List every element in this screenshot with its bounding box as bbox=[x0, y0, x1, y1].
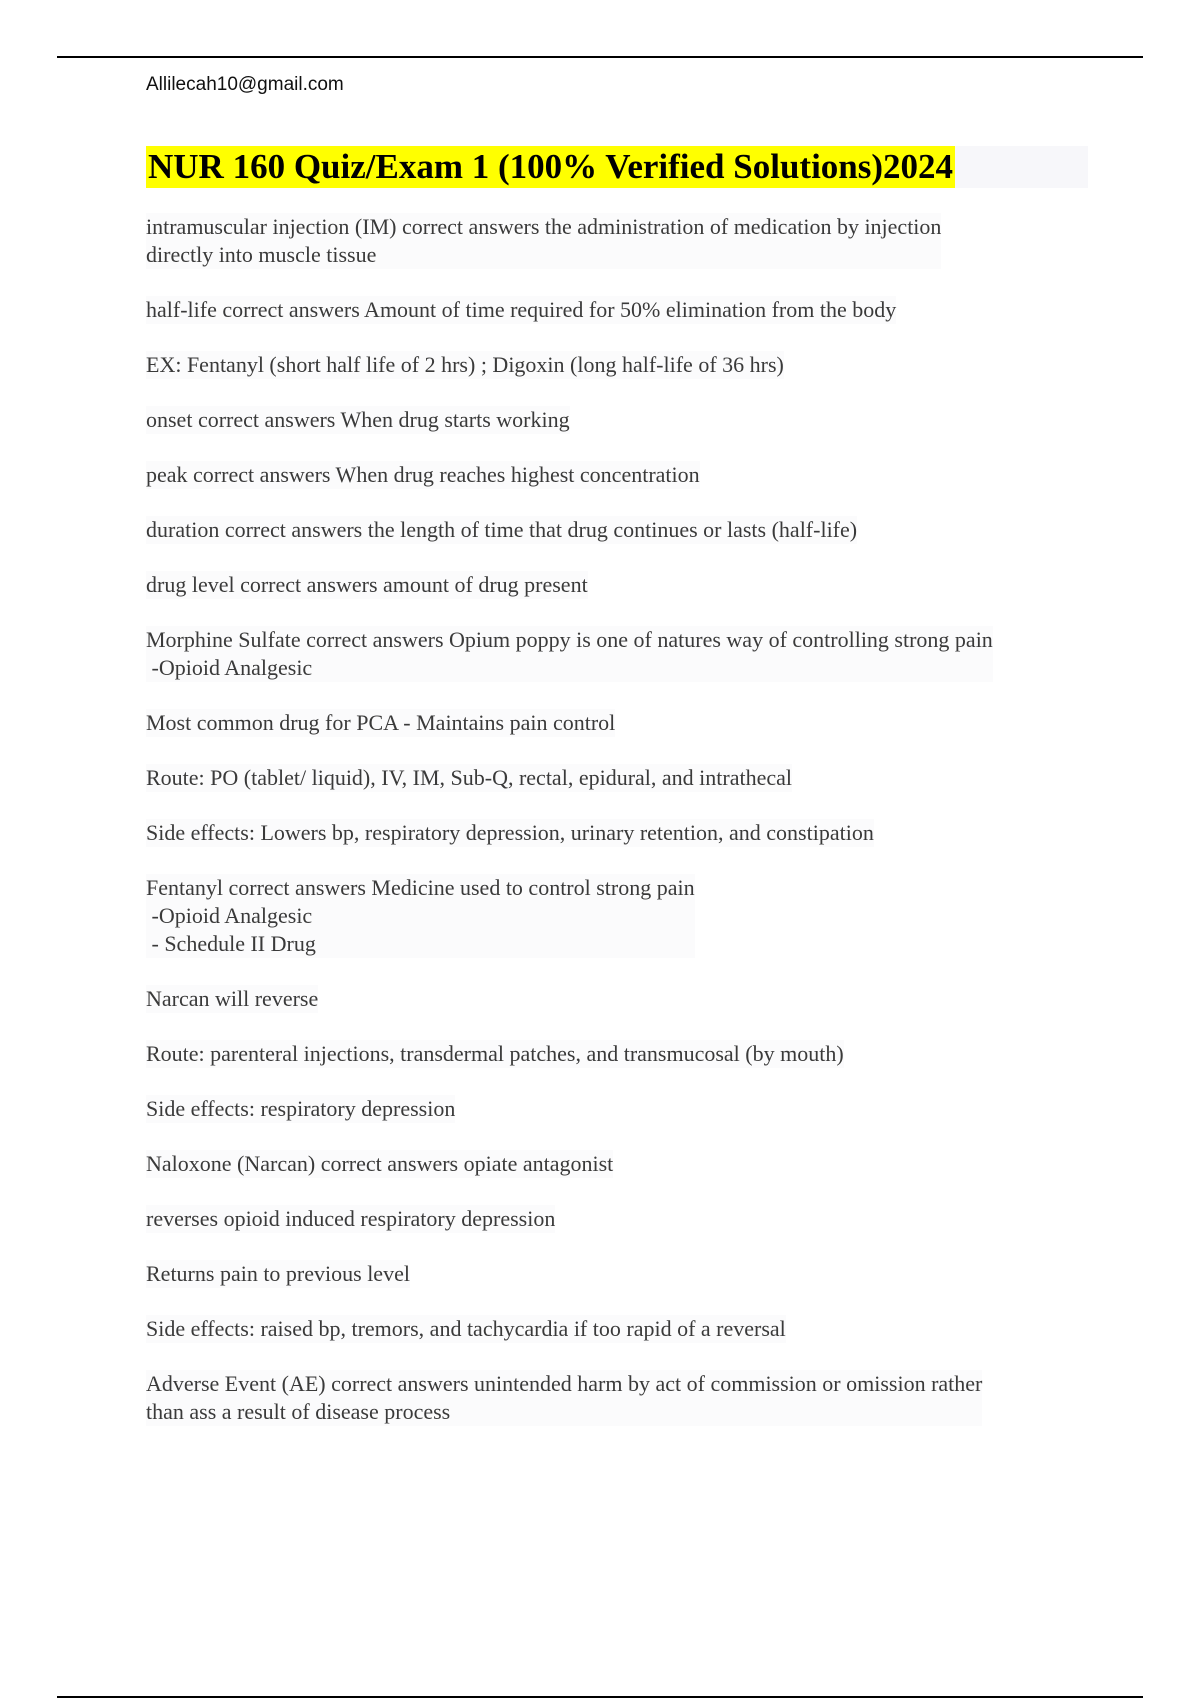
entry-naloxone-pain: Returns pain to previous level bbox=[146, 1261, 410, 1286]
entry-list bbox=[146, 213, 1091, 1453]
author-email: Allilecah10@gmail.com bbox=[146, 74, 344, 95]
document-title: NUR 160 Quiz/Exam 1 (100% Verified Solutions)2024 bbox=[148, 147, 954, 186]
entry-duration: duration correct answers the length of time that drug continues or lasts (half-life) bbox=[146, 517, 858, 542]
entry-fentanyl-route: Route: parenteral injections, transdermal patches, and transmucosal (by mouth) bbox=[146, 1041, 844, 1066]
footer-rule bbox=[57, 1696, 1143, 1698]
entry-morphine-sulfate: Morphine Sulfate correct answers Opium poppy is one of natures way of controlling strong pain -Opioid Analgesic bbox=[146, 627, 993, 680]
entry-morphine-route: Route: PO (tablet/ liquid), IV, IM, Sub-Q, rectal, epidural, and intrathecal bbox=[146, 765, 792, 790]
entry-drug-level: drug level correct answers amount of drug present bbox=[146, 572, 588, 597]
entry-intramuscular-injection: intramuscular injection (IM) correct answers the administration of medication by injection directly into muscle tissue bbox=[146, 214, 942, 267]
entry-fentanyl: Fentanyl correct answers Medicine used to control strong pain -Opioid Analgesic - Schedule II Drug bbox=[146, 875, 695, 956]
entry-half-life-example: EX: Fentanyl (short half life of 2 hrs) ; Digoxin (long half-life of 36 hrs) bbox=[146, 352, 784, 377]
entry-adverse-event: Adverse Event (AE) correct answers unintended harm by act of commission or omission rather than ass a result of disease process bbox=[146, 1371, 983, 1424]
entry-onset: onset correct answers When drug starts working bbox=[146, 407, 570, 432]
entry-peak: peak correct answers When drug reaches highest concentration bbox=[146, 462, 700, 487]
entry-narcan-reverse: Narcan will reverse bbox=[146, 986, 319, 1011]
header-rule bbox=[57, 56, 1143, 58]
entry-half-life: half-life correct answers Amount of time required for 50% elimination from the body bbox=[146, 297, 897, 322]
entry-pca: Most common drug for PCA - Maintains pain control bbox=[146, 710, 616, 735]
entry-fentanyl-side-effects: Side effects: respiratory depression bbox=[146, 1096, 456, 1121]
entry-naloxone: Naloxone (Narcan) correct answers opiate antagonist bbox=[146, 1151, 614, 1176]
entry-naloxone-reverses: reverses opioid induced respiratory depression bbox=[146, 1206, 556, 1231]
entry-naloxone-side-effects: Side effects: raised bp, tremors, and tachycardia if too rapid of a reversal bbox=[146, 1316, 786, 1341]
entry-morphine-side-effects: Side effects: Lowers bp, respiratory depression, urinary retention, and constipation bbox=[146, 820, 874, 845]
